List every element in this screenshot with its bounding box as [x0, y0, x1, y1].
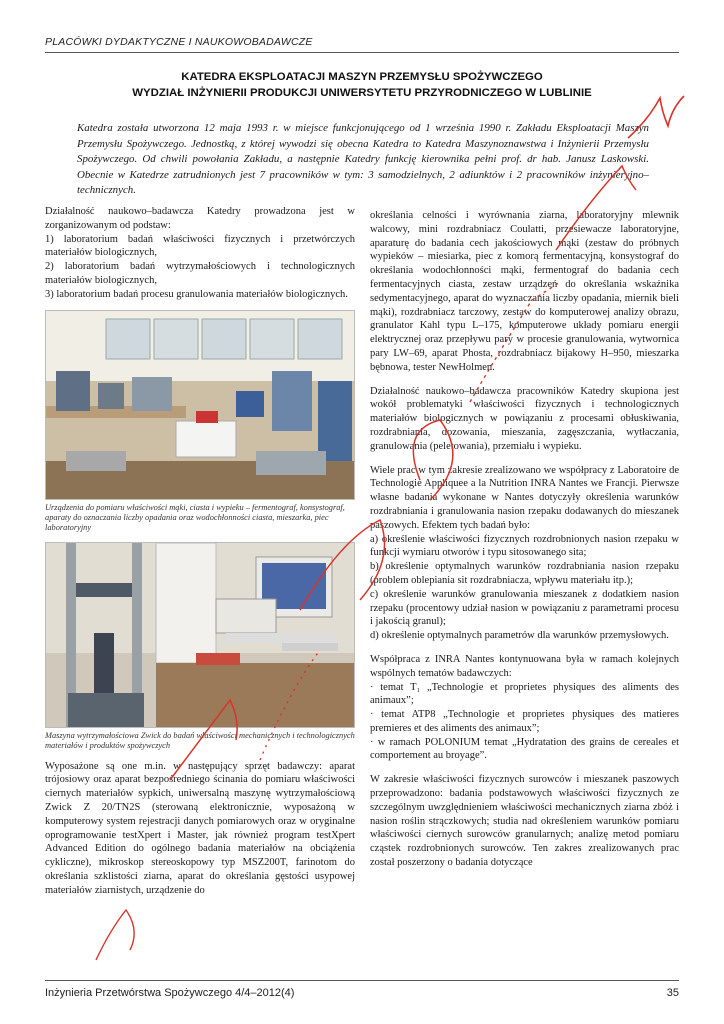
intro-paragraph: Katedra została utworzona 12 maja 1993 r. w miejsce funkcjonującego od 1 września 1990 r. Zakładu Eksploatacji Maszyn Przemysłu Spożywczego. Jednostką, z której wywodzi się obecna Katedra to Katedra Maszynoznawstwa i Inżynierii Przemysłu Spożywczego. Od chwili powołania Zakładu, a następnie Katedry funkcję kierownika pełni prof. dr hab. Janusz Laskowski. Obecnie w Katedrze zatrudnionych jest 7 pracowników w tym: 3 samodzielnych, 2 adiunktów i 2 pracowników inżynieryjno–technicznych.	[77, 122, 649, 197]
footer-divider	[45, 980, 679, 981]
inra-topic-2: · temat ATP8 „Technologie et proprietes physiques des matieres premieres et des aliments des animaux”;	[370, 709, 679, 734]
cooperation-paragraph: Wiele prac w tym zakresie zrealizowano we współpracy z Laboratoire de Technologie Appliquee a la Nutrition INRA Nantes we Francji. Pierwsze własne badania wykonane w Nantes dotyczyły określenia warunków rozdrabniania i granulowania nasion rzepaku dodawanych do mieszanek paszowych. Efektem tych badań było:	[370, 464, 679, 531]
inra-topic-3: · w ramach POLONIUM temat „Hydratation des grains de cereales et comportement au broyage”.	[370, 736, 679, 762]
lab-photo-2	[45, 542, 355, 728]
result-a: a) określenie właściwości fizycznych rozdrobnionych nasion rzepaku w funkcji wymiaru otworów i typu sitosowanego sita;	[370, 533, 679, 559]
result-d: d) określenie optymalnych parametrów dla warunków przemysłowych.	[370, 630, 669, 642]
result-b: b) określenie optymalnych warunków rozdrabniania nasion rzepaku (problem oblepiania sit rozdrabniacza, wpływu materiału itp.);	[370, 561, 679, 586]
inra-topic-1: · temat T₁ „Technologie et proprietes physiques des aliments des animaux”;	[370, 681, 679, 707]
result-c: c) określenie warunków granulowania mieszanek z dodatkiem nasion rzepaku (procentowy udział nasion w powiązaniu z parametrami procesu i jakością granul);	[370, 588, 679, 628]
page-number: 35	[666, 987, 679, 999]
lab-item-2: 2) laboratorium badań wytrzymałościowych i technologicznych materiałów biologicznych,	[45, 261, 355, 286]
lab-photo-1	[45, 310, 355, 500]
lab-item-3: 3) laboratorium badań procesu granulowania materiałów biologicznych.	[45, 288, 348, 300]
lab-intro: Działalność naukowo–badawcza Katedry prowadzona jest w zorganizowanym od podstaw:	[45, 206, 355, 231]
article-title	[45, 69, 679, 101]
title-line-1: KATEDRA EKSPLOATACJI MASZYN PRZEMYSŁU SPOŻYWCZEGO	[181, 71, 543, 83]
lab-photo-1-illustration	[46, 311, 355, 500]
lab-item-1: 1) laboratorium badań właściwości fizycznych i przetwórczych materiałów biologicznych,	[45, 233, 355, 259]
inra-intro: Współpraca z INRA Nantes kontynuowana była w ramach kolejnych wspólnych tematów badawczych:	[370, 653, 679, 679]
running-header: PLACÓWKI DYDAKTYCZNE I NAUKOWOBADAWCZE	[45, 36, 313, 48]
equipment-paragraph: Wyposażone są one m.in. w następujący sprzęt badawczy: aparat trójosiowy oraz aparat bezpośredniego ścinania do pomiaru właściwości ciernych materiałów sypkich, uniwersalną maszynę wytrzymałościową Zwick Z 20/TN2S (sterowaną elektronicznie, wyposażoną w komputerowy system rejestracji danych pomiarowych oraz w oryginalne oprogramowanie testXpert i Master, jak również program testXpert Advanced Edition do ogólnego badania materiałów na obciążenia cykliczne), mikroskop stereoskopowy typ MSZ200T, farinotom do określania szklistości ziarna, aparat do określania gęstości usypowej materiałów ziarnistych, urządzenie do	[45, 760, 355, 896]
right-column	[370, 209, 679, 880]
left-column	[45, 205, 355, 908]
equipment-continued: określania celności i wyrównania ziarna, laboratoryjny mlewnik walcowy, mini rozdrabniacz Coulatti, przesiewacze laboratoryjne, aparaturę do badania cech jakościowych mąki (zestaw do próbnych wypieków – miesiarka, piec z komorą fermentacyjną, konsystograf do określania wodochłonności mąki, fermentograf do badania cech fermentacyjnych ciasta, zestaw urządzeń do określania wskaźnika sedymentacyjnego, aparat do wyznaczania liczby opadania, miernik bieli mąki), rozdrabniacz tarczowy, zestaw do komputerowej analizy obrazu, granulator Kahl typu L–175, komputerowe układy pomiaru energii elektrycznej oraz przepływu pary w procesie granulowania, wytwornica pary LW–69, aparat Phosta, rozdrabniacz bijakowy H–950, mieszarka bębnowa, tester NewHolmen.	[370, 210, 679, 373]
journal-citation: Inżynieria Przetwórstwa Spożywczego 4/4–2012(4)	[45, 987, 295, 999]
photo-2-caption: Maszyna wytrzymałościowa Zwick do badań właściwości mechanicznych i technologicznych materiałów i produktów spożywczych	[45, 730, 355, 751]
research-focus: Działalność naukowo–badawcza pracowników Katedry skupiona jest wokół problematyki właściwości fizycznych i technologicznych materiałów biologicznych w powiązaniu z procesami obłuskiwania, rozdrabniania, dozowania, mieszania, zagęszczania, wytłaczania, granulowania (peletowania), przemiału i wypieku.	[370, 385, 679, 452]
title-line-2: WYDZIAŁ INŻYNIERII PRODUKCJI UNIWERSYTETU PRZYRODNICZEGO W LUBLINIE	[132, 87, 592, 99]
photo-1-caption: Urządzenia do pomiaru właściwości mąki, ciasta i wypieku – fermentograf, konsystograf, aparaty do oznaczania liczby opadania oraz wodochłonności ciasta, mieszarka, piec laboratoryjny	[45, 502, 345, 533]
header-divider	[45, 52, 679, 53]
physical-properties-paragraph: W zakresie właściwości fizycznych surowców i mieszanek paszowych przeprowadzono: badania podstawowych właściwości fizycznych ze szczególnym uwzględnieniem właściwości mechanicznych ziarna zbóż i nasion roślin strączkowych; studia nad określeniem warunków pomiaru właściwości ciernych surowców granularnych; analizę metod pomiaru cząstek rozdrobnionych surowców. Ten zakres zrealizowanych prac został poszerzony o badania dotyczące	[370, 774, 679, 869]
lab-photo-2-illustration	[46, 543, 355, 728]
